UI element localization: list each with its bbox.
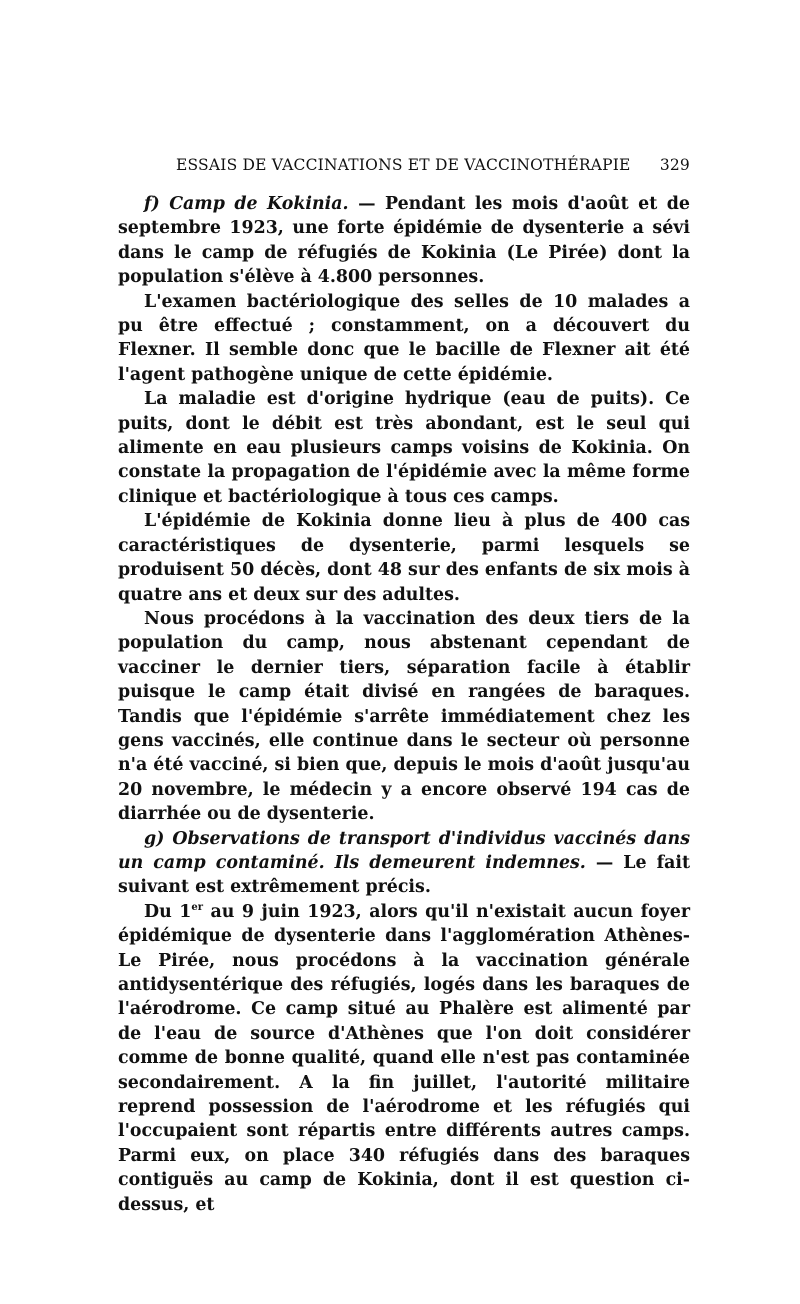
running-title: ESSAIS DE VACCINATIONS ET DE VACCINOTHÉRAPIE [176,156,631,174]
section-heading-g: g) Observations de transport d'individus vaccinés dans un camp contaminé. Ils demeurent indemnes. [118,828,690,873]
page-number: 329 [659,156,690,174]
paragraph-text-start: Du 1 [144,901,192,922]
ordinal-superscript: er [191,901,203,913]
paragraph-text: L'épidémie de Kokinia donne lieu à plus de 400 cas caractéristiques de dysenterie, parmi lesquels se produisent 50 décès, dont 48 sur des enfants de six mois à quatre ans et deux sur des adultes. [118,511,690,605]
running-head [118,152,690,180]
paragraph-epidemie [118,509,690,607]
paragraph-text: L'examen bactériologique des selles de 10 malades a pu être effectué ; constamment, on a découvert du Flexner. Il semble donc que le bacille de Flexner ait été l'agent pathogène unique de cette épidémie. [118,291,690,385]
paragraph-juin-1923 [118,900,690,1217]
section-heading-f: f) Camp de Kokinia. [144,194,349,214]
paragraph-text: Nous procédons à la vaccination des deux tiers de la population du camp, nous abstenant cependant de vacciner le dernier tiers, séparation facile à établir puisque le camp était divisé en rangées de baraques. Tandis que l'épidémie s'arrête immédiatement chez les gens vaccinés, elle continue dans le secteur où personne n'a été vacciné, si bien que, depuis le mois d'août jusqu'au 20 novembre, le médecin y a encore observé 194 cas de diarrhée ou de dysenterie. [118,608,690,825]
paragraph-vaccination [118,607,690,827]
paragraph-observations [118,827,690,900]
paragraph-camp-kokinia [118,192,690,290]
document-page [118,152,690,1217]
paragraph-examen [118,290,690,388]
paragraph-text: — Le fait suivant est extrêmement précis. [118,852,690,898]
paragraph-maladie [118,387,690,509]
paragraph-text: — Pendant les mois d'août et de septembre 1923, une forte épidémie de dysenterie a sévi dans le camp de réfugiés de Kokinia (Le Pirée) dont la population s'élève à 4.800 personnes. [118,194,690,288]
paragraph-text: au 9 juin 1923, alors qu'il n'existait aucun foyer épidémique de dysenterie dans l'agglomération Athènes-Le Pirée, nous procédons à la vaccination générale antidysentérique des réfugiés, logés dans les baraques de l'aérodrome. Ce camp situé au Phalère est alimenté par de l'eau de source d'Athènes que l'on doit considérer comme de bonne qualité, quand elle n'est pas contaminée secondairement. A la fin juillet, l'autorité militaire reprend possession de l'aérodrome et les réfugiés qui l'occupaient sont répartis entre différents autres camps. Parmi eux, on place 340 réfugiés dans des baraques contiguës au camp de Kokinia, dont il est question ci-dessus, et [118,901,690,1215]
paragraph-text: La maladie est d'origine hydrique (eau de puits). Ce puits, dont le débit est très abondant, est le seul qui alimente en eau plusieurs camps voisins de Kokinia. On constate la propagation de l'épidémie avec la même forme clinique et bactériologique à tous ces camps. [118,389,690,507]
body-text [118,192,690,1217]
